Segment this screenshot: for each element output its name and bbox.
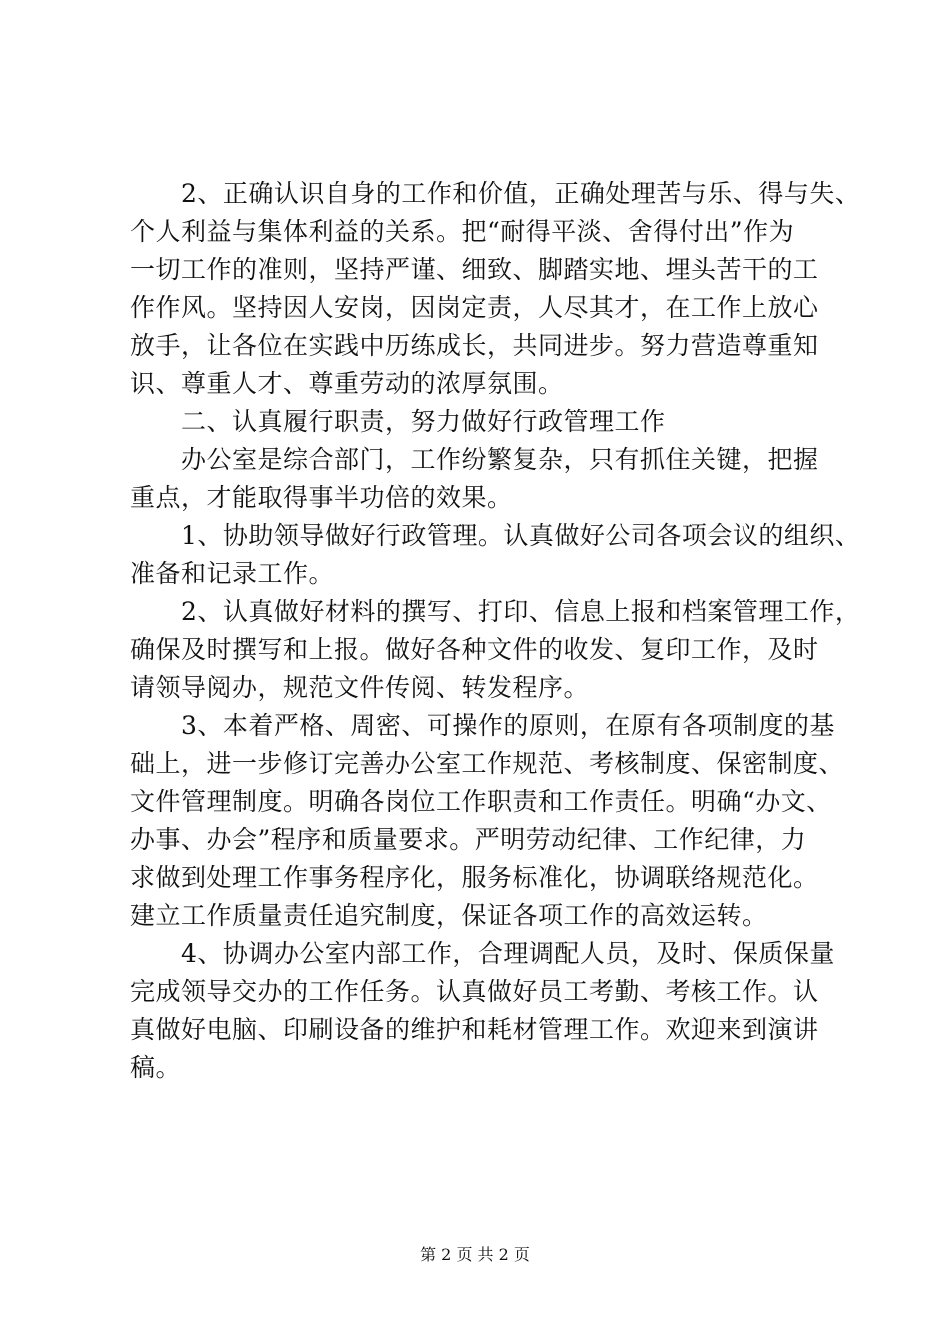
text-line: 请领导阅办，规范文件传阅、转发程序。: [130, 673, 590, 702]
text-line: 1、协助领导做好行政管理。认真做好公司各项会议的组织、: [130, 521, 861, 550]
text-line: 3、本着严格、周密、可操作的原则，在原有各项制度的基: [130, 711, 835, 740]
text-line: 稿。: [130, 1053, 182, 1082]
text-line: 放手，让各位在实践中历练成长，共同进步。努力营造尊重知: [130, 331, 819, 360]
section-heading: 二、认真履行职责，努力做好行政管理工作: [130, 407, 666, 436]
document-body: [130, 175, 861, 1087]
text-line: 准备和记录工作。: [130, 559, 335, 588]
text-line: 2、正确认识自身的工作和价值，正确处理苦与乐、得与失、: [130, 179, 861, 208]
text-line: 求做到处理工作事务程序化，服务标准化，协调联络规范化。: [130, 863, 819, 892]
text-line: 作作风。坚持因人安岗，因岗定责，人尽其才，在工作上放心: [130, 293, 819, 322]
text-line: 2、认真做好材料的撰写、打印、信息上报和档案管理工作，: [130, 597, 861, 626]
text-line: 个人利益与集体利益的关系。把“耐得平淡、舍得付出”作为: [130, 217, 795, 246]
text-line: 真做好电脑、印刷设备的维护和耗材管理工作。欢迎来到演讲: [130, 1015, 819, 1044]
text-line: 文件管理制度。明确各岗位工作职责和工作责任。明确“办文、: [130, 787, 832, 816]
text-line: 础上，进一步修订完善办公室工作规范、考核制度、保密制度、: [130, 749, 845, 778]
text-line: 办事、办会”程序和质量要求。严明劳动纪律、工作纪律，力: [130, 825, 807, 854]
text-line: 确保及时撰写和上报。做好各种文件的收发、复印工作，及时: [130, 635, 819, 664]
page-number-footer: 第 2 页 共 2 页: [420, 1245, 530, 1264]
text-line: 重点，才能取得事半功倍的效果。: [130, 483, 513, 512]
text-line: 识、尊重人才、尊重劳动的浓厚氛围。: [130, 369, 564, 398]
text-line: 一切工作的准则，坚持严谨、细致、脚踏实地、埋头苦干的工: [130, 255, 819, 284]
text-line: 建立工作质量责任追究制度，保证各项工作的高效运转。: [130, 901, 768, 930]
text-line: 4、协调办公室内部工作，合理调配人员，及时、保质保量: [130, 939, 835, 968]
text-line: 办公室是综合部门，工作纷繁复杂，只有抓住关键，把握: [130, 445, 819, 474]
text-line: 完成领导交办的工作任务。认真做好员工考勤、考核工作。认: [130, 977, 819, 1006]
